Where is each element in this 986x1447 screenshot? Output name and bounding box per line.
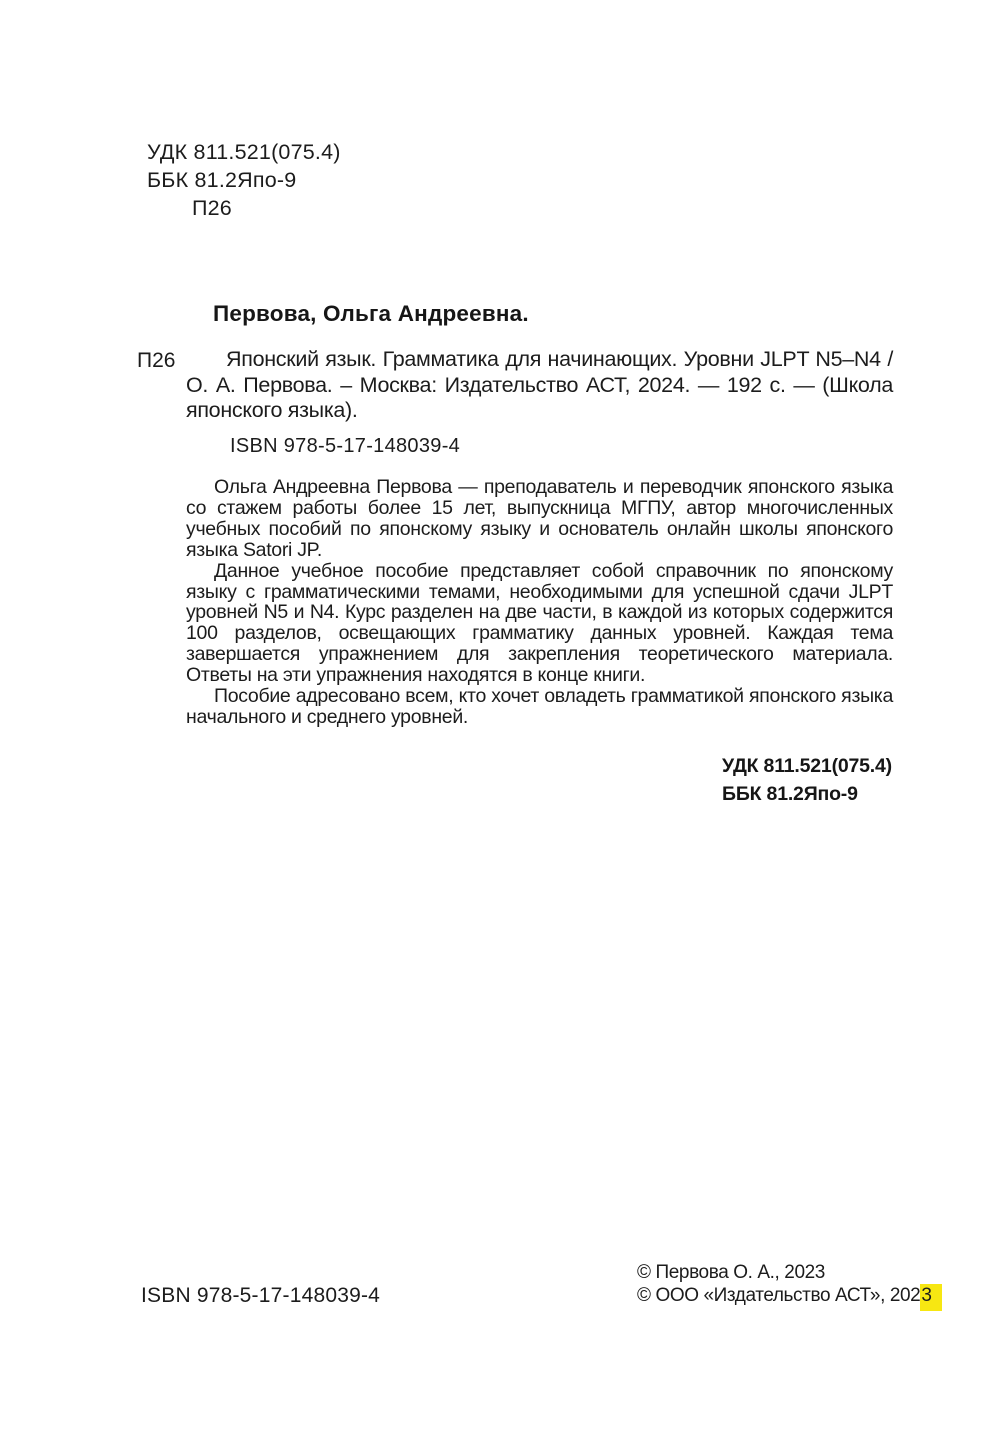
copyright-author-line: © Первова О. А., 2023 [637,1262,825,1283]
copyright-publisher-line [637,1285,942,1308]
copyright-block [637,1262,942,1307]
highlighted-digit: 3 [920,1284,941,1311]
udk-code-top: УДК 811.521(075.4) [147,140,341,164]
annotation-paragraph-author-bio: Ольга Андреевна Первова — преподаватель и переводчик японского языка со стажем работы более 15 лет, выпускница МГПУ, автор многочисленных учебных пособий по японскому языку и основатель онлайн школы японского языка Satori JP. [186,476,893,561]
annotation-paragraph-audience: Пособие адресовано всем, кто хочет овладеть грамматикой японского языка начального и среднего уровней. [186,685,893,728]
annotation-block [186,477,893,728]
catalog-entry [137,347,893,424]
classification-codes-bottom [722,752,892,808]
catalog-entry-text: Японский язык. Грамматика для начинающих. Уровни JLPT N5–N4 / О. А. Первова. – Москва: Издательство АСТ, 2024. — 192 с. — (Школа японского языка). [186,347,893,422]
udk-code-bottom: УДК 811.521(075.4) [722,755,892,777]
catalog-entry-code: П26 [137,349,176,372]
author-heading: Первова, Ольга Андреевна. [213,301,529,326]
copyright-publisher-text: © ООО «Издательство АСТ», 202 [637,1284,921,1306]
isbn-line-bottom: ISBN 978-5-17-148039-4 [141,1284,381,1307]
annotation-paragraph-book-description: Данное учебное пособие представляет собой справочник по японскому языку с грамматическими темами, необходимыми для успешной сдачи JLPT уровней N5 и N4. Курс разделен на две части, в каждой из которых содержится 100 разделов, освещающих грамматику данных уровней. Каждая тема завершается упражнением для закрепления теоретического материала. Ответы на эти упражнения находятся в конце книги. [186,559,893,687]
author-sign-top: П26 [192,196,232,220]
bbk-code-bottom: ББК 81.2Япо-9 [722,783,858,805]
isbn-line-top: ISBN 978-5-17-148039-4 [230,435,461,457]
bbk-code-top: ББК 81.2Япо-9 [147,168,297,192]
classification-codes-top [147,138,341,222]
